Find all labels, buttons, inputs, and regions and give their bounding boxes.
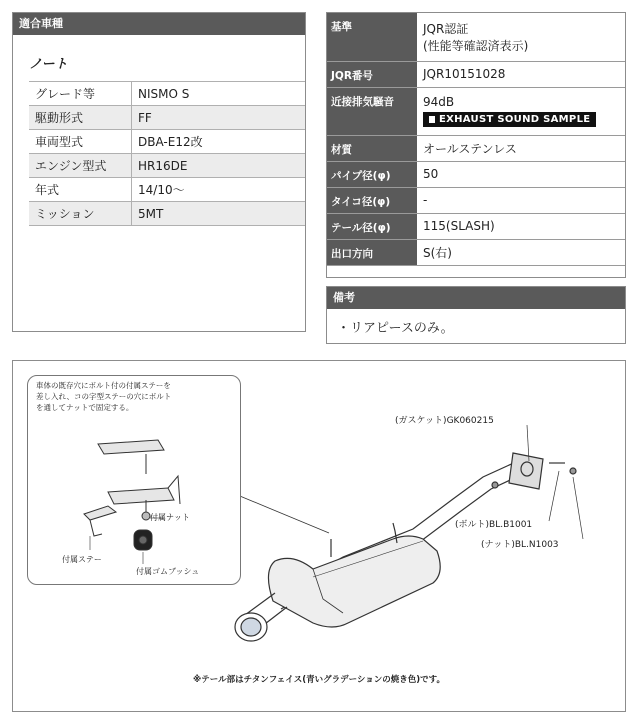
remarks-header: 備考	[327, 287, 625, 309]
table-row	[29, 202, 305, 226]
bolt-label: (ボルト)BL.B1001	[455, 520, 533, 530]
table-row	[327, 213, 625, 239]
spec-value: DBA-E12改	[132, 130, 306, 154]
exhaust-sound-sample-button[interactable]	[423, 112, 596, 127]
gasket-label: (ガスケット)GK060215	[395, 416, 494, 426]
spec-label: テール径(φ)	[327, 213, 417, 239]
vehicle-compatibility-panel	[12, 12, 306, 332]
spec-value	[417, 87, 625, 135]
table-row	[29, 106, 305, 130]
table-row	[29, 82, 305, 106]
table-row	[29, 154, 305, 178]
spec-value: 14/10～	[132, 178, 306, 202]
inset-bush-label: 付属ゴムブッシュ	[136, 567, 200, 576]
spec-value: 50	[417, 161, 625, 187]
instruction-line: を通してナットで固定する。	[36, 403, 134, 412]
spec-label: パイプ径(φ)	[327, 161, 417, 187]
spec-value	[417, 13, 625, 61]
inset-stay-label: 付属ステー	[62, 555, 102, 564]
table-row	[29, 178, 305, 202]
table-row	[327, 239, 625, 265]
instruction-line: 差し入れ、コの字型ステーの穴にボルト	[36, 392, 172, 401]
spec-value: S(右)	[417, 239, 625, 265]
spec-label: JQR番号	[327, 61, 417, 87]
spec-label: 基準	[327, 13, 417, 61]
spec-label: 年式	[29, 178, 132, 202]
sound-button-label: EXHAUST SOUND SAMPLE	[439, 114, 591, 125]
spec-value: FF	[132, 106, 306, 130]
spec-value: オールステンレス	[417, 135, 625, 161]
product-spec-table	[327, 13, 625, 266]
table-row	[327, 87, 625, 135]
standard-value-note: (性能等確認済表示)	[423, 38, 529, 53]
vehicle-spec-table	[29, 81, 305, 226]
spec-value: NISMO S	[132, 82, 306, 106]
vehicle-model-name: ノート	[29, 57, 68, 72]
spec-value: -	[417, 187, 625, 213]
table-row	[327, 161, 625, 187]
remarks-text: ・リアピースのみ。	[337, 321, 454, 336]
installation-diagram	[12, 360, 626, 712]
spec-label: ミッション	[29, 202, 132, 226]
spec-label: グレード等	[29, 82, 132, 106]
spec-value: 5MT	[132, 202, 306, 226]
remarks-panel	[326, 286, 626, 344]
vehicle-compatibility-header: 適合車種	[13, 13, 305, 35]
instruction-line: 車体の既存穴にボルト付の付属ステーを	[36, 381, 171, 390]
table-row	[327, 187, 625, 213]
hanger-inset	[27, 375, 241, 585]
spec-value: 115(SLASH)	[417, 213, 625, 239]
noise-value: 94dB	[423, 95, 455, 109]
inset-instructions	[28, 376, 240, 413]
table-row	[327, 61, 625, 87]
spec-label: 材質	[327, 135, 417, 161]
standard-value: JQR認証	[423, 21, 469, 36]
spec-value: JQR10151028	[417, 61, 625, 87]
spec-label: 車両型式	[29, 130, 132, 154]
spec-label: 駆動形式	[29, 106, 132, 130]
hanger-drawing	[28, 414, 238, 584]
spec-value: HR16DE	[132, 154, 306, 178]
table-row	[29, 130, 305, 154]
product-spec-panel	[326, 12, 626, 278]
inset-nut-label: 付属ナット	[150, 513, 190, 522]
spec-label: タイコ径(φ)	[327, 187, 417, 213]
diagram-caption: ※テール部はチタンフェイス(青いグラデーションの焼き色)です。	[193, 675, 445, 685]
spec-label: 出口方向	[327, 239, 417, 265]
table-row	[327, 135, 625, 161]
table-row	[327, 13, 625, 61]
spec-label: エンジン型式	[29, 154, 132, 178]
speaker-icon	[429, 116, 435, 123]
spec-label: 近接排気騒音	[327, 87, 417, 135]
nut-label: (ナット)BL.N1003	[481, 540, 559, 550]
